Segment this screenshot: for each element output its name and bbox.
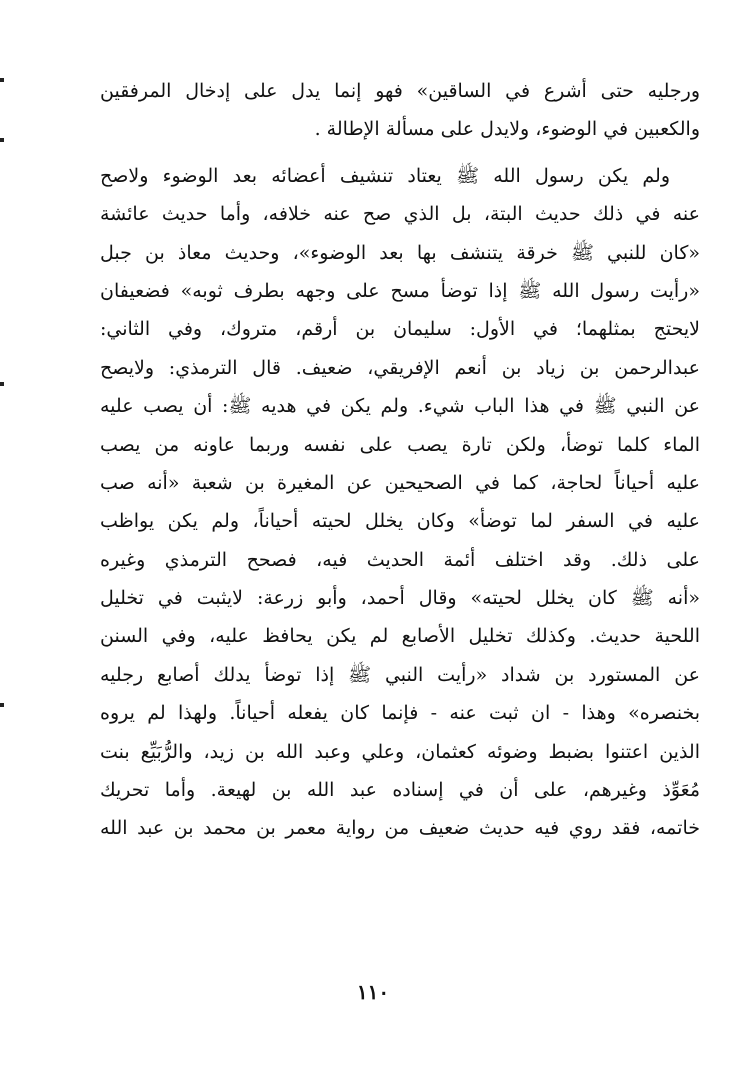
text-line: ولم يكن رسول الله ﷺ يعتاد تنشيف أعضائه بعد الوضوء ولاصح — [100, 164, 670, 187]
text-line: الذين اعتنوا بضبط وضوئه كعثمان، وعلي وعبد الله بن زيد، والرُّبَيِّع بنت — [100, 740, 700, 763]
text-line: عليه أحياناً لحاجة، كما في الصحيحين عن المغيرة بن شعبة «أنه صب — [100, 471, 700, 494]
text-line: خاتمه، فقد روي فيه حديث ضعيف من رواية معمر بن محمد بن عبد الله — [100, 817, 700, 840]
text-line: بخنصره» وهذا - ان ثبت عنه - فإنما كان يفعله أحياناً. ولهذا لم يروه — [100, 702, 700, 725]
margin-scan-mark — [0, 138, 4, 142]
text-line: «أنه ﷺ كان يخلل لحيته» وقال أحمد، وأبو زرعة: لايثبت في تخليل — [100, 587, 700, 610]
text-line: عن المستورد بن شداد «رأيت النبي ﷺ إذا توضأ يدلك أصابع رجليه — [100, 663, 700, 686]
text-line: لايحتج بمثلهما؛ في الأول: سليمان بن أرقم، متروك، وفي الثاني: — [100, 318, 700, 341]
page-number: ١١٠ — [356, 980, 390, 1004]
text-line: اللحية حديث. وكذلك تخليل الأصابع لم يكن يحافظ عليه، وفي السنن — [100, 625, 700, 648]
text-line: عن النبي ﷺ في هذا الباب شيء. ولم يكن في هديه ﷺ: أن يصب عليه — [100, 395, 700, 418]
paragraph-gap — [100, 149, 700, 157]
margin-scan-mark — [0, 78, 4, 82]
text-line: «كان للنبي ﷺ خرقة يتنشف بها بعد الوضوء»، وحديث معاذ بن جبل — [100, 241, 700, 264]
text-line: الماء كلما توضأ، ولكن تارة يصب على نفسه وربما عاونه من يصب — [100, 433, 700, 456]
text-line: والكعبين في الوضوء، ولايدل على مسألة الإطالة . — [314, 118, 700, 141]
margin-scan-mark — [0, 703, 4, 707]
text-line: «رأيت رسول الله ﷺ إذا توضأ مسح على وجهه بطرف ثوبه» فضعيفان — [100, 279, 700, 302]
text-line: ورجليه حتى أشرع في الساقين» فهو إنما يدل على إدخال المرفقين — [100, 80, 700, 102]
margin-scan-mark — [0, 382, 4, 386]
body-text — [100, 72, 700, 848]
text-line: على ذلك. وقد اختلف أئمة الحديث فيه، فصحح الترمذي وغيره — [100, 548, 700, 571]
text-line: عبدالرحمن بن زياد بن أنعم الإفريقي، ضعيف. قال الترمذي: ولايصح — [100, 356, 700, 379]
text-line: عليه في السفر لما توضأ» وكان يخلل لحيته أحياناً، ولم يكن يواظب — [100, 510, 700, 533]
text-line: عنه في ذلك حديث البتة، بل الذي صح عنه خلافه، وأما حديث عائشة — [100, 203, 700, 226]
text-line: مُعَوِّذ وغيرهم، على أن في إسناده عبد الله بن لهيعة. وأما تحريك — [100, 779, 700, 802]
